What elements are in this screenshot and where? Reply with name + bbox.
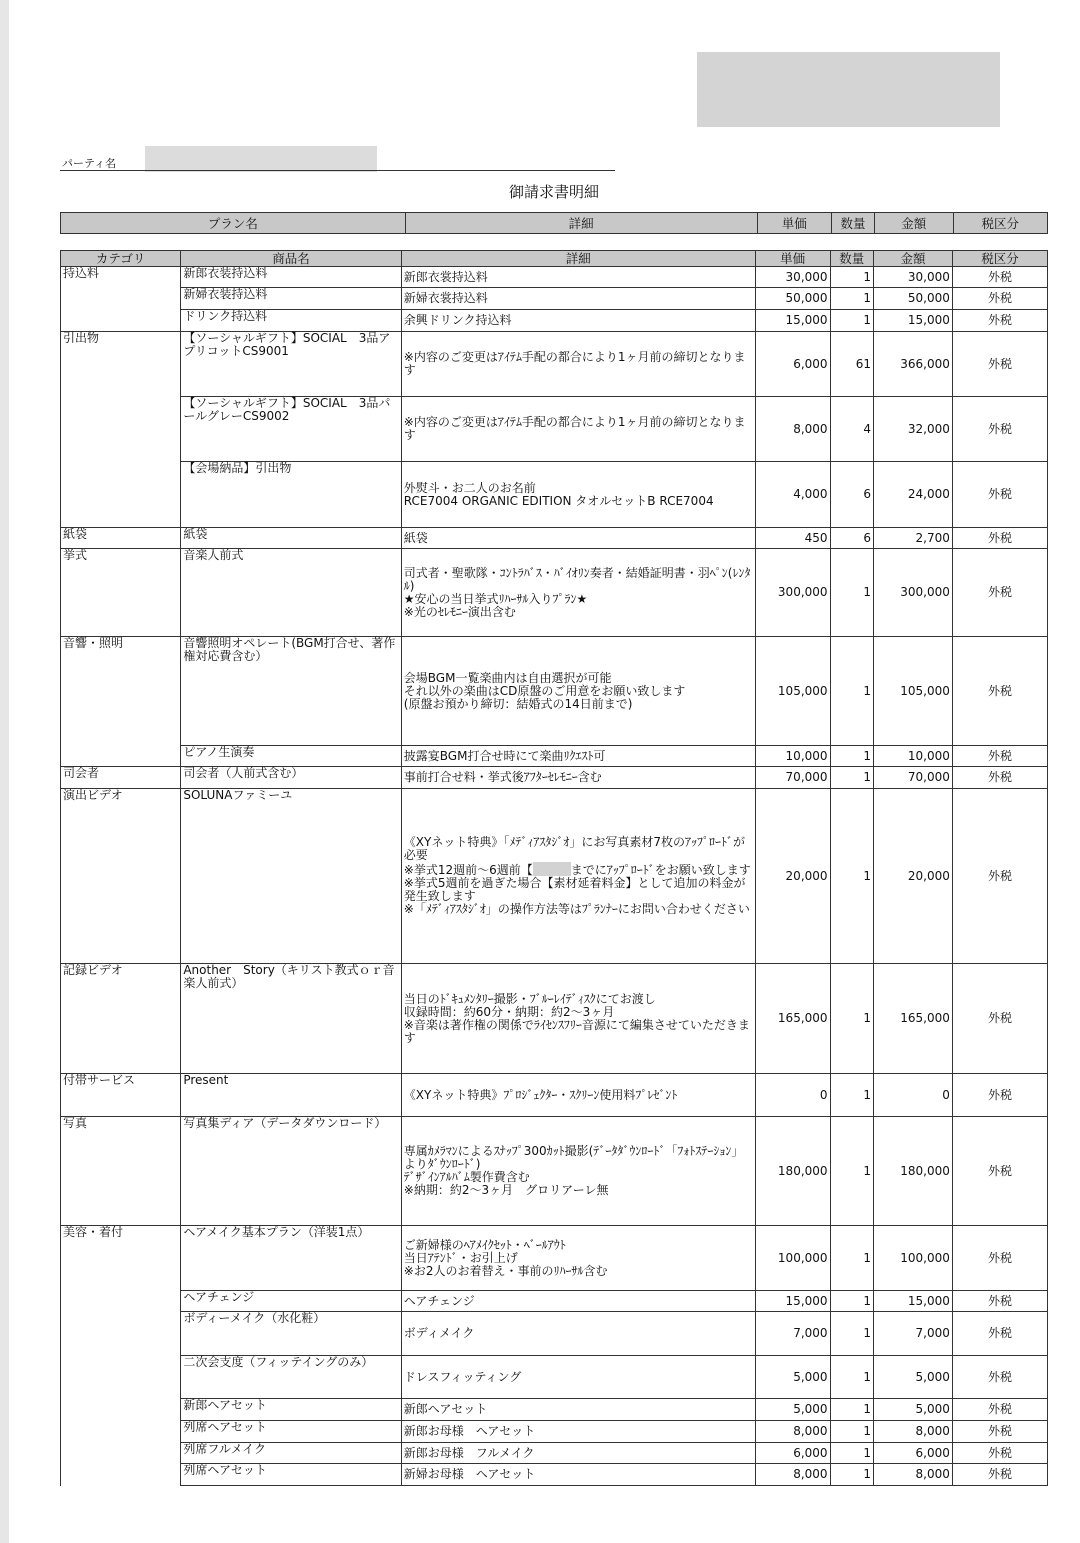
table-row [61, 1074, 1048, 1117]
table-row [61, 549, 1048, 637]
table-row [61, 267, 1048, 288]
product-name-cell: 新郎ヘアセット [181, 1399, 401, 1421]
table-row [61, 1226, 1048, 1291]
detail-cell: ご新婦様のﾍｱﾒｲｸｾｯﾄ・ﾍﾞｰﾙｱｳﾄ 当日ｱﾃﾝﾄﾞ・お引上げ ※お2人のお着替え・事前のﾘﾊｰｻﾙ含む [401, 1226, 755, 1291]
unit-price-cell: 180,000 [755, 1117, 830, 1226]
unit-price-cell: 5,000 [755, 1356, 830, 1399]
category-cell: 音響・照明 [61, 637, 181, 746]
amount-cell: 8,000 [874, 1464, 953, 1486]
tax-type-cell: 外税 [952, 637, 1047, 746]
product-name-cell: 【会場納品】引出物 [181, 462, 401, 528]
plan-header-tax-type: 税区分 [953, 213, 1048, 234]
detail-cell [401, 789, 755, 964]
unit-price-cell: 15,000 [755, 310, 830, 332]
tax-type-cell: 外税 [952, 767, 1047, 789]
product-name-cell: 列席ヘアセット [181, 1464, 401, 1486]
unit-price-cell: 50,000 [755, 288, 830, 310]
unit-price-cell: 8,000 [755, 397, 830, 462]
party-name-label: パーティ名 [62, 157, 117, 170]
detail-cell: ボディメイク [401, 1312, 755, 1356]
quantity-cell: 1 [830, 746, 873, 767]
tax-type-cell: 外税 [952, 310, 1047, 332]
category-cell [61, 1443, 181, 1464]
table-row [61, 964, 1048, 1074]
detail-cell: 新郎お母様 フルメイク [401, 1443, 755, 1464]
product-name-cell: 紙袋 [181, 528, 401, 549]
unit-price-cell: 30,000 [755, 267, 830, 288]
quantity-cell: 1 [830, 549, 873, 637]
detail-cell: 新婦衣裳持込料 [401, 288, 755, 310]
plan-header-amount: 金額 [875, 213, 953, 234]
tax-type-cell: 外税 [952, 1399, 1047, 1421]
column-header-quantity: 数量 [830, 251, 873, 267]
column-header-category: カテゴリ [61, 251, 181, 267]
product-name-cell: 新婦衣装持込料 [181, 288, 401, 310]
product-name-cell: 二次会支度（フィッテイングのみ） [181, 1356, 401, 1399]
unit-price-cell: 0 [755, 1074, 830, 1117]
tax-type-cell: 外税 [952, 528, 1047, 549]
detail-cell: 披露宴BGM打合せ時にて楽曲ﾘｸｴｽﾄ可 [401, 746, 755, 767]
detail-cell: 専属ｶﾒﾗﾏﾝによるｽﾅｯﾌﾟ300ｶｯﾄ撮影(ﾃﾞｰﾀﾀﾞｳﾝﾛｰﾄﾞ「ﾌｫﾄｽﾃｰｼｮﾝ」よりﾀﾞｳﾝﾛｰﾄﾞ) ﾃﾞｻﾞｲﾝｱﾙﾊﾞﾑ製作費含む ※納期：約2～3ヶ月 グロリアーレ無 [401, 1117, 755, 1226]
quantity-cell: 1 [830, 1312, 873, 1356]
product-name-cell: 【ソーシャルギフト】SOCIAL 3品アプリコットCS9001 [181, 332, 401, 397]
tax-type-cell: 外税 [952, 1464, 1047, 1486]
unit-price-cell: 165,000 [755, 964, 830, 1074]
amount-cell: 15,000 [874, 310, 953, 332]
quantity-cell: 6 [830, 528, 873, 549]
tax-type-cell: 外税 [952, 964, 1047, 1074]
amount-cell: 7,000 [874, 1312, 953, 1356]
tax-type-cell: 外税 [952, 1074, 1047, 1117]
table-row [61, 1291, 1048, 1312]
amount-cell: 5,000 [874, 1356, 953, 1399]
tax-type-cell: 外税 [952, 267, 1047, 288]
detail-cell: 当日のﾄﾞｷｭﾒﾝﾀﾘｰ撮影・ﾌﾞﾙｰﾚｲﾃﾞｨｽｸにてお渡し 収録時間：約60分・納期：約2～3ヶ月 ※音楽は著作権の関係でﾗｲｾﾝｽﾌﾘｰ音源にて編集させていただきます [401, 964, 755, 1074]
quantity-cell: 1 [830, 767, 873, 789]
quantity-cell: 1 [830, 964, 873, 1074]
table-row [61, 462, 1048, 528]
amount-cell: 6,000 [874, 1443, 953, 1464]
detail-cell: 外熨斗・お二人のお名前 RCE7004 ORGANIC EDITION タオルセットB RCE7004 [401, 462, 755, 528]
quantity-cell: 1 [830, 267, 873, 288]
plan-header-table [60, 212, 1048, 234]
tax-type-cell: 外税 [952, 1443, 1047, 1464]
document-title: 御請求書明細 [508, 183, 599, 201]
table-row [61, 767, 1048, 789]
product-name-cell: 列席フルメイク [181, 1443, 401, 1464]
product-name-cell: ヘアチェンジ [181, 1291, 401, 1312]
detail-cell: 会場BGM一覧楽曲内は自由選択が可能 それ以外の楽曲はCD原盤のご用意をお願い致します (原盤お預かり締切：結婚式の14日前まで) [401, 637, 755, 746]
category-cell [61, 462, 181, 528]
quantity-cell: 1 [830, 789, 873, 964]
category-cell [61, 1312, 181, 1356]
detail-cell: 事前打合せ料・挙式後ｱﾌﾀｰｾﾚﾓﾆｰ含む [401, 767, 755, 789]
tax-type-cell: 外税 [952, 397, 1047, 462]
product-name-cell: ヘアメイク基本プラン（洋装1点） [181, 1226, 401, 1291]
column-header-product: 商品名 [181, 251, 401, 267]
product-name-cell: 司会者（人前式含む） [181, 767, 401, 789]
unit-price-cell: 6,000 [755, 1443, 830, 1464]
table-row [61, 789, 1048, 964]
amount-cell: 105,000 [874, 637, 953, 746]
category-cell: 付帯サービス [61, 1074, 181, 1117]
party-name-underline [60, 170, 615, 171]
quantity-cell: 1 [830, 1074, 873, 1117]
unit-price-cell: 450 [755, 528, 830, 549]
amount-cell: 165,000 [874, 964, 953, 1074]
plan-header-quantity: 数量 [831, 213, 874, 234]
redacted-date [533, 862, 571, 876]
category-cell [61, 288, 181, 310]
unit-price-cell: 105,000 [755, 637, 830, 746]
party-name-redacted [145, 146, 377, 172]
unit-price-cell: 6,000 [755, 332, 830, 397]
table-row [61, 288, 1048, 310]
tax-type-cell: 外税 [952, 462, 1047, 528]
quantity-cell: 1 [830, 310, 873, 332]
table-row [61, 1312, 1048, 1356]
quantity-cell: 1 [830, 1399, 873, 1421]
table-row [61, 1117, 1048, 1226]
product-name-cell: ドリンク持込料 [181, 310, 401, 332]
category-cell: 司会者 [61, 767, 181, 789]
category-cell: 紙袋 [61, 528, 181, 549]
amount-cell: 50,000 [874, 288, 953, 310]
tax-type-cell: 外税 [952, 332, 1047, 397]
unit-price-cell: 7,000 [755, 1312, 830, 1356]
unit-price-cell: 5,000 [755, 1399, 830, 1421]
quantity-cell: 1 [830, 1226, 873, 1291]
table-row [61, 397, 1048, 462]
detail-cell: 新婦お母様 ヘアセット [401, 1464, 755, 1486]
tax-type-cell: 外税 [952, 1356, 1047, 1399]
plan-header-plan-name: プラン名 [61, 213, 406, 234]
tax-type-cell: 外税 [952, 1312, 1047, 1356]
tax-type-cell: 外税 [952, 549, 1047, 637]
product-name-cell: 新郎衣装持込料 [181, 267, 401, 288]
amount-cell: 2,700 [874, 528, 953, 549]
detail-cell: 司式者・聖歌隊・ｺﾝﾄﾗﾊﾞｽ・ﾊﾞｲｵﾘﾝ奏者・結婚証明書・羽ﾍﾟﾝ(ﾚﾝﾀﾙ) ★安心の当日挙式ﾘﾊｰｻﾙ入りﾌﾟﾗﾝ★ ※光のｾﾚﾓﾆｰ演出含む [401, 549, 755, 637]
table-row [61, 528, 1048, 549]
table-row [61, 332, 1048, 397]
unit-price-cell: 8,000 [755, 1464, 830, 1486]
product-name-cell: Another Story（キリスト教式ｏｒ音楽人前式） [181, 964, 401, 1074]
invoice-detail-table [60, 250, 1048, 1486]
tax-type-cell: 外税 [952, 1421, 1047, 1443]
category-cell [61, 1356, 181, 1399]
quantity-cell: 1 [830, 1464, 873, 1486]
detail-text-part: までにｱｯﾌﾟﾛｰﾄﾞをお願い致します ※挙式5週前を過ぎた場合【素材延着料金】として追加の料金が発生致します ※「ﾒﾃﾞｨｱｽﾀｼﾞｵ」の操作方法等はﾌﾟﾗﾝﾅｰにお問い合わせください [403, 863, 751, 916]
quantity-cell: 6 [830, 462, 873, 528]
table-row [61, 1421, 1048, 1443]
unit-price-cell: 20,000 [755, 789, 830, 964]
detail-cell: ヘアチェンジ [401, 1291, 755, 1312]
product-name-cell: 写真集ディア（データダウンロード） [181, 1117, 401, 1226]
tax-type-cell: 外税 [952, 789, 1047, 964]
unit-price-cell: 300,000 [755, 549, 830, 637]
unit-price-cell: 10,000 [755, 746, 830, 767]
column-header-detail: 詳細 [401, 251, 755, 267]
amount-cell: 10,000 [874, 746, 953, 767]
product-name-cell: 音楽人前式 [181, 549, 401, 637]
quantity-cell: 4 [830, 397, 873, 462]
amount-cell: 180,000 [874, 1117, 953, 1226]
table-row [61, 1356, 1048, 1399]
category-cell [61, 1291, 181, 1312]
category-cell [61, 1399, 181, 1421]
table-row [61, 310, 1048, 332]
quantity-cell: 61 [830, 332, 873, 397]
amount-cell: 20,000 [874, 789, 953, 964]
amount-cell: 5,000 [874, 1399, 953, 1421]
category-cell: 持込料 [61, 267, 181, 288]
table-row [61, 746, 1048, 767]
tax-type-cell: 外税 [952, 746, 1047, 767]
amount-cell: 15,000 [874, 1291, 953, 1312]
plan-header-detail: 詳細 [405, 213, 757, 234]
tax-type-cell: 外税 [952, 1117, 1047, 1226]
column-header-amount: 金額 [874, 251, 953, 267]
category-cell: 美容・着付 [61, 1226, 181, 1291]
quantity-cell: 1 [830, 1356, 873, 1399]
category-cell [61, 397, 181, 462]
unit-price-cell: 15,000 [755, 1291, 830, 1312]
tax-type-cell: 外税 [952, 1291, 1047, 1312]
detail-cell: ※内容のご変更はｱｲﾃﾑ手配の都合により1ヶ月前の締切となります [401, 397, 755, 462]
amount-cell: 24,000 [874, 462, 953, 528]
redacted-block [697, 52, 1000, 127]
quantity-cell: 1 [830, 1117, 873, 1226]
detail-cell: 新郎衣裳持込料 [401, 267, 755, 288]
quantity-cell: 1 [830, 288, 873, 310]
tax-type-cell: 外税 [952, 288, 1047, 310]
category-cell: 演出ビデオ [61, 789, 181, 964]
product-name-cell: 【ソーシャルギフト】SOCIAL 3品パールグレーCS9002 [181, 397, 401, 462]
amount-cell: 366,000 [874, 332, 953, 397]
amount-cell: 8,000 [874, 1421, 953, 1443]
quantity-cell: 1 [830, 1443, 873, 1464]
product-name-cell: SOLUNAファミーユ [181, 789, 401, 964]
product-name-cell: ボディーメイク（水化粧） [181, 1312, 401, 1356]
amount-cell: 32,000 [874, 397, 953, 462]
unit-price-cell: 70,000 [755, 767, 830, 789]
category-cell [61, 1464, 181, 1486]
detail-cell: 紙袋 [401, 528, 755, 549]
quantity-cell: 1 [830, 1291, 873, 1312]
column-header-tax-type: 税区分 [952, 251, 1047, 267]
product-name-cell: Present [181, 1074, 401, 1117]
detail-text-part: 《XYネット特典》「ﾒﾃﾞｨｱｽﾀｼﾞｵ」にお写真素材7枚のｱｯﾌﾟﾛｰﾄﾞが必要 ※挙式12週前～6週前【 [403, 835, 745, 877]
category-cell: 挙式 [61, 549, 181, 637]
detail-cell: 新郎お母様 ヘアセット [401, 1421, 755, 1443]
detail-cell: ※内容のご変更はｱｲﾃﾑ手配の都合により1ヶ月前の締切となります [401, 332, 755, 397]
category-cell: 写真 [61, 1117, 181, 1226]
table-row [61, 1464, 1048, 1486]
category-cell [61, 746, 181, 767]
quantity-cell: 1 [830, 1421, 873, 1443]
product-name-cell: 列席ヘアセット [181, 1421, 401, 1443]
amount-cell: 0 [874, 1074, 953, 1117]
category-cell: 記録ビデオ [61, 964, 181, 1074]
amount-cell: 100,000 [874, 1226, 953, 1291]
detail-cell: 新郎ヘアセット [401, 1399, 755, 1421]
unit-price-cell: 100,000 [755, 1226, 830, 1291]
unit-price-cell: 4,000 [755, 462, 830, 528]
detail-cell: 《XYネット特典》ﾌﾟﾛｼﾞｪｸﾀｰ・ｽｸﾘｰﾝ使用料ﾌﾟﾚｾﾞﾝﾄ [401, 1074, 755, 1117]
detail-cell: ドレスフィッティング [401, 1356, 755, 1399]
product-name-cell: ピアノ生演奏 [181, 746, 401, 767]
unit-price-cell: 8,000 [755, 1421, 830, 1443]
amount-cell: 70,000 [874, 767, 953, 789]
tax-type-cell: 外税 [952, 1226, 1047, 1291]
table-row [61, 1443, 1048, 1464]
category-cell [61, 1421, 181, 1443]
amount-cell: 30,000 [874, 267, 953, 288]
page-edge [0, 0, 9, 1543]
detail-cell: 余興ドリンク持込料 [401, 310, 755, 332]
category-cell [61, 310, 181, 332]
plan-header-unit-price: 単価 [757, 213, 831, 234]
column-header-unit-price: 単価 [755, 251, 830, 267]
product-name-cell: 音響照明オペレート(BGM打合せ、著作権対応費含む） [181, 637, 401, 746]
table-row [61, 637, 1048, 746]
amount-cell: 300,000 [874, 549, 953, 637]
quantity-cell: 1 [830, 637, 873, 746]
table-row [61, 1399, 1048, 1421]
category-cell: 引出物 [61, 332, 181, 397]
